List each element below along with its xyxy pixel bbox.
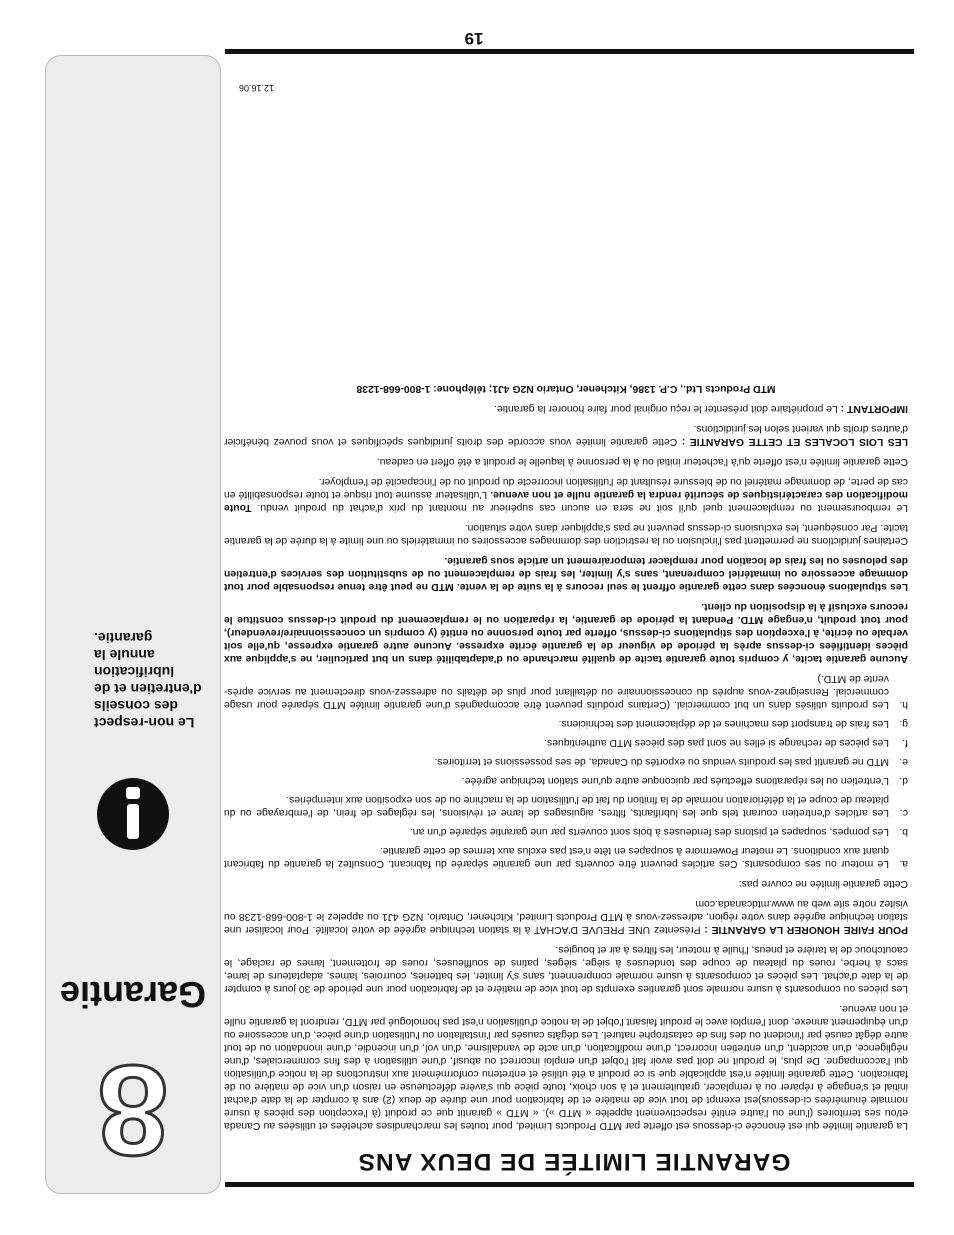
warranty-body	[224, 375, 908, 1132]
warning-note: Le non-respect des conseils d'entretien et de lubrification annule la garantie.	[94, 630, 202, 731]
page-number: 19	[464, 29, 484, 48]
local-laws-paragraph: LES LOIS LOCALES ET CETTE GARANTIE : Cette garantie limitée vous accorde des droits juridiques spécifiques et vous pouvez bénéficier d'autres droits qui varient selon les juridictions.	[224, 423, 908, 447]
refund-paragraph: Le remboursement ou remplacement quel qu'il soit ne sera en aucun cas supérieur au montant du prix d'achat du produit vendu. Toute modification des caractéristiques de sécurité rendra la garantie nulle et non avenue. L'utilisateur assume tout risque et toute responsabilité en cas de perte, de dommage matériel ou de blessure résultant de l'utilisation incorrecte du produit ou de l'incapacité de l'employer.	[224, 476, 908, 513]
exclamation-warning-icon	[97, 778, 169, 850]
section-title: Garantie	[59, 974, 207, 1015]
exclusions-intro: Cette garantie limitée ne couvre pas:	[738, 878, 908, 889]
warranty-intro: La garantie limitée qui est énoncée ci-dessous est offerte par MTD Products Limited, pour toutes les marchandises achetées et utilisées au Canada et/ou ses territoires (l'une ou l'autre entité respectivement appelée « MTD »). « MTD » garantit que ce produit (à l'exception des pièces à usure normale énumérées ci-dessous)est exempt de tout vice de matière et de fabrication pour une durée de deux (2) ans à compter de la date d'achat initial et s'engage à réparer ou à remplacer, gratuitement et à son choix, toute pièce qui s'avère défectueuse en raison d'un vice de matière ou de fabrication. Cette garantie limitée n'est applicable que si ce produit a été utilisé et entretenu conformément aux instructions de la notice d'utilisation qui l'accompagne. De plus, le produit ne doit pas avoir fait l'objet d'un emploi incorrect ou abusif, d'une utilisation à des fins commerciales, d'une négligence, d'un accident, d'un entretien incorrect, d'une modification, d'un acte de vandalisme, d'un vol, d'un incendie, d'une inondation ou de tout autre dégât causé par l'incident ou des fins de catastrophe naturel. Les dégâts causés par l'installation ou l'utilisation d'une pièce, d'un accessoire ou d'un équipement annexe, dont l'emploi avec le produit faisant l'objet de la notice d'utilisation n'est pas homologué par MTD, rendront la garantie nulle et non avenue.	[224, 1003, 908, 1131]
exclusion-item: c. Les articles d'entretien courant tels que les lubrifiants, filtres, aiguisages de lame et révisions, les réglages de frein, de l'embrayage ou du plateau de coupe et la détérioration normale de la finition du fait de l'utilisation de la machine ou de son exposition aux intempéries.	[224, 794, 908, 818]
exclusions-list	[224, 672, 908, 870]
liability-paragraph: Les stipulations énoncées dans cette garantie offrent le seul recours à la suite de la vente. MTD ne peut être tenue responsable pour tout dommage accessoire ou immatériel comprenant, sans s'y limiter, les frais de remplacement ou de substitution des services d'entretien des pelouses ou les frais de location pour remplacer temporairement un article sous garantie.	[224, 555, 908, 592]
transfer-paragraph: Cette garantie limitée n'est offerte qu'à l'acheteur initial ou à la personne à laquelle le produit a été offert en cadeau.	[376, 456, 908, 467]
exclusion-item: e. MTD ne garantit pas les produits vendus ou exportés du Canada, de ses possessions et territoires.	[434, 756, 908, 767]
wear-parts-paragraph: Les pièces ou composants à usure normale sont garanties exempts de tout vice de matière et de fabrication pour une période de 30 jours à compter de la date d'achat. Les pièces et composants à usure normale comprennent, sans s'y limiter, les batteries, courroies, lames, adaptateurs de lame, sacs à herbe, roues du plateau de coupe des tondeuses à siège, sièges, patins de souffleuses, roues de frottement, lames de raclage, le caoutchouc de la tarière et pneus, l'huile à moteur, les filtres à air et bougies.	[224, 944, 908, 994]
chapter-number: 8	[97, 1038, 169, 1181]
chapter-sidebar	[45, 55, 221, 1194]
exclusion-item: d. L'entretien ou les réparations effectués par quiconque autre qu'une station technique agréée.	[461, 775, 908, 786]
footer-address: MTD Products Ltd., C.P. 1386, Kitchener, Ontario N2G 4J1; téléphone: 1-800-668-1238	[356, 383, 776, 394]
exclusion-item: f. Les pièces de rechange si elles ne sont pas des pièces MTD authentiques.	[544, 737, 908, 748]
service-lead: POUR FAIRE HONORER LA GARANTIE :	[704, 924, 908, 935]
exclusion-item: g. Les frais de transport des machines et de déplacement des techniciens.	[558, 718, 908, 729]
service-text: Présentez UNE PREUVE D'ACHAT à la station technique agréée de votre localité. Pour localiser une station technique agréée dans votre région, adressez-vous à MTD Products Limited, Kitchener, Ontario, N2G 4J1 ou appelez le 1-800-668-1238 ou visitez notre site web au www.mtdcanada.com	[223, 898, 908, 935]
exclusion-item: a. Le moteur ou ses composants. Ces articles peuvent être couverts par une garantie séparée du fabricant. Consultez la garantie du fabricant quant aux conditions. Le moteur Powermore à soupapes en tête n'est pas exclus aux termes de cette garantie.	[224, 845, 908, 869]
important-paragraph: IMPORTANT : Le propriétaire doit présenter le reçu original pour faire honorer la garantie.	[494, 403, 908, 414]
top-rule	[225, 1182, 914, 1187]
warranty-title: GARANTIE LIMITÉE DE DEUX ANS	[357, 1148, 791, 1175]
jurisdictions-paragraph: Certaines juridictions ne permettent pas l'inclusion ou la restriction des dommages accessoires ou immatériels ou une limite à la durée de la garantie tacite. Par conséquent, les exclusions ci-dessus peuvent ne pas s'appliquer dans votre situation.	[224, 522, 908, 546]
revision-date: 12.16.06	[238, 83, 274, 93]
exclusion-item: h. Les produits utilisés dans un but commercial. (Certains produits peuvent être accompagnés d'une garantie limitée MTD séparée pour usage commercial. Renseignez-vous auprès du concessionnaire ou détaillant pour plus de détails ou adressez-vous directement au service après-vente de MTD.)	[224, 673, 908, 710]
bottom-rule	[225, 49, 914, 54]
implied-warranty-paragraph: Aucune garantie tacite, y compris toute garantie tacite de qualité marchande ou d'adaptabilité dans un but particulier, ne s'applique aux pièces identifiées ci-dessus après la période de vigueur de la garantie écrite expresse. Aucune autre garantie expresse, qu'elle soit verbale ou écrite, à l'exception des stipulations ci-dessus, offerte par toute personne ou entité (y compris un concessionnaire/revendeur), pour tout produit, n'engage MTD. Pendant la période de garantie, la réparation ou le remplacement du produit ci-dessus constitue le recours exclusif à la disposition du client.	[224, 601, 908, 664]
exclusion-item: b. Les pompes, soupapes et pistons des fendeuses à bois sont couverts par une garantie séparée d'un an.	[409, 826, 908, 837]
service-paragraph	[224, 897, 908, 936]
